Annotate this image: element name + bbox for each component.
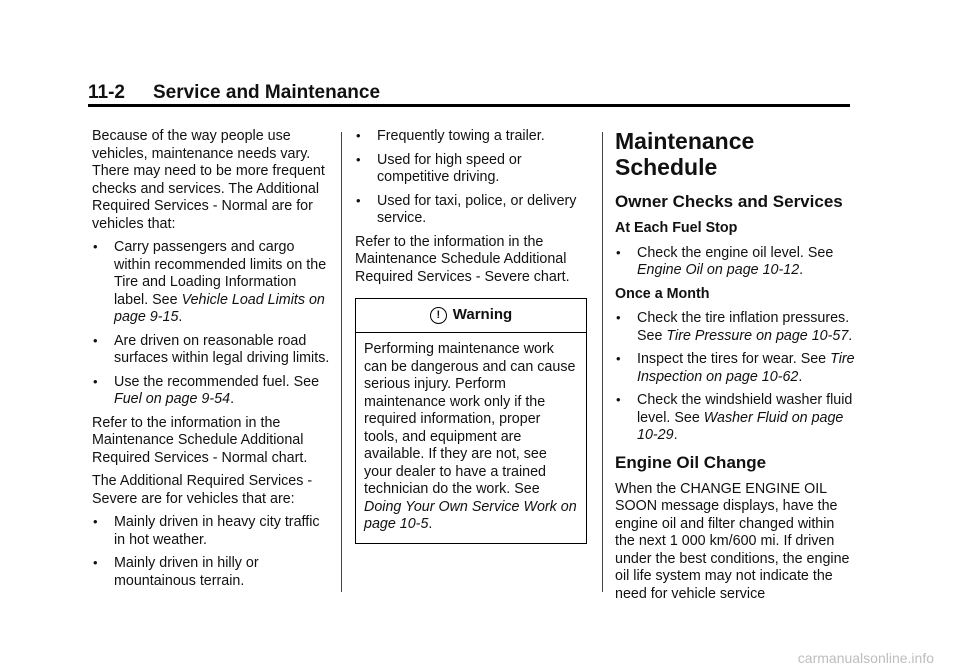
warning-icon: !	[430, 307, 447, 324]
list-item: • Carry passengers and cargo within recommended limits on the Tire and Loading Information label. See Vehicle Load Limits on page 9-15.	[93, 239, 327, 325]
bullet-icon: •	[356, 192, 361, 208]
list-item: • Inspect the tires for wear. See Tire Inspection on page 10-62.	[616, 351, 855, 385]
cross-reference-link[interactable]: Engine Oil on page 10-12	[637, 262, 800, 278]
warning-box	[355, 298, 587, 544]
column-divider	[341, 132, 342, 592]
list-item: • Are driven on reasonable road surfaces within legal driving limits.	[93, 332, 330, 366]
list-item: • Mainly driven in hilly or mountainous terrain.	[93, 555, 259, 589]
list-item: • Frequently towing a trailer.	[356, 128, 545, 144]
bullet-icon: •	[616, 351, 621, 366]
header-rule	[88, 104, 850, 107]
section-heading: Maintenance Schedule	[615, 128, 755, 180]
list-item: • Check the engine oil level. See Engine Oil on page 10-12.	[616, 244, 834, 278]
refer-paragraph: Refer to the information in the Maintenance Schedule Additional Required Services - Severe chart.	[355, 233, 570, 285]
cross-reference-link[interactable]: Washer Fluid on page 10-29	[637, 409, 844, 443]
cross-reference-link[interactable]: Fuel on page 9-54	[114, 391, 231, 407]
bullet-icon: •	[93, 373, 98, 389]
list-item: • Check the tire inflation pressures. See Tire Pressure on page 10-57.	[616, 310, 853, 344]
warning-title: Warning	[452, 306, 513, 323]
bullet-icon: •	[616, 244, 621, 260]
section-title: Service and Maintenance	[152, 82, 381, 103]
bullet-icon: •	[93, 514, 98, 529]
cross-reference-link[interactable]: Vehicle Load Limits on page 9-15	[114, 291, 325, 325]
cross-reference-link[interactable]: Doing Your Own Service Work on page 10-5	[364, 498, 577, 532]
intro-paragraph: Because of the way people use vehicles, maintenance needs vary. There may need to be more frequent checks and services. The Additional Required Services - Normal are for vehicles that:	[92, 128, 325, 232]
subsection-heading: Engine Oil Change	[615, 452, 767, 472]
cross-reference-link[interactable]: Tire Inspection on page 10-62	[637, 351, 855, 385]
list-item: • Used for high speed or competitive driving.	[356, 151, 522, 185]
oil-change-paragraph: When the CHANGE ENGINE OIL SOON message displays, have the engine oil and filter changed within the next 1 000 km/600 mi. If driven under the best conditions, the engine oil life system may not indicate the need for vehicle service	[615, 480, 850, 602]
bullet-icon: •	[356, 151, 361, 167]
page-number: 11-2	[88, 82, 125, 103]
list-item: • Mainly driven in heavy city traffic in hot weather.	[93, 514, 320, 548]
severe-intro-paragraph: The Additional Required Services - Severe are for vehicles that are:	[92, 473, 313, 507]
page-header	[88, 82, 850, 104]
column-3	[615, 128, 855, 609]
refer-paragraph: Refer to the information in the Maintenance Schedule Additional Required Services - Normal chart.	[92, 414, 308, 466]
column-2	[355, 128, 587, 544]
list-item: • Use the recommended fuel. See Fuel on page 9-54.	[93, 373, 320, 407]
column-1	[92, 128, 330, 596]
list-item: • Used for taxi, police, or delivery service.	[356, 192, 577, 226]
subsection-heading: Owner Checks and Services	[615, 192, 843, 211]
warning-header	[356, 299, 586, 333]
warning-body: Performing maintenance work can be dangerous and can cause serious injury. Perform maintenance work only if the required information, proper tools, and equipment are available. If they are not, see your dealer to have a trained technician do the work. See Doing Your Own Service Work on page 10-5.	[364, 341, 577, 532]
list-item: • Check the windshield washer fluid level. See Washer Fluid on page 10-29.	[616, 392, 853, 443]
bullet-icon: •	[616, 392, 621, 407]
once-a-month-heading: Once a Month	[615, 285, 710, 302]
bullet-icon: •	[93, 332, 98, 348]
bullet-icon: •	[93, 555, 98, 570]
column-divider	[602, 132, 603, 592]
bullet-icon: •	[616, 310, 621, 325]
watermark: carmanualsonline.info	[797, 650, 934, 666]
fuel-stop-heading: At Each Fuel Stop	[615, 220, 738, 236]
bullet-icon: •	[93, 239, 98, 254]
bullet-icon: •	[356, 128, 361, 143]
cross-reference-link[interactable]: Tire Pressure on page 10-57	[666, 327, 849, 344]
